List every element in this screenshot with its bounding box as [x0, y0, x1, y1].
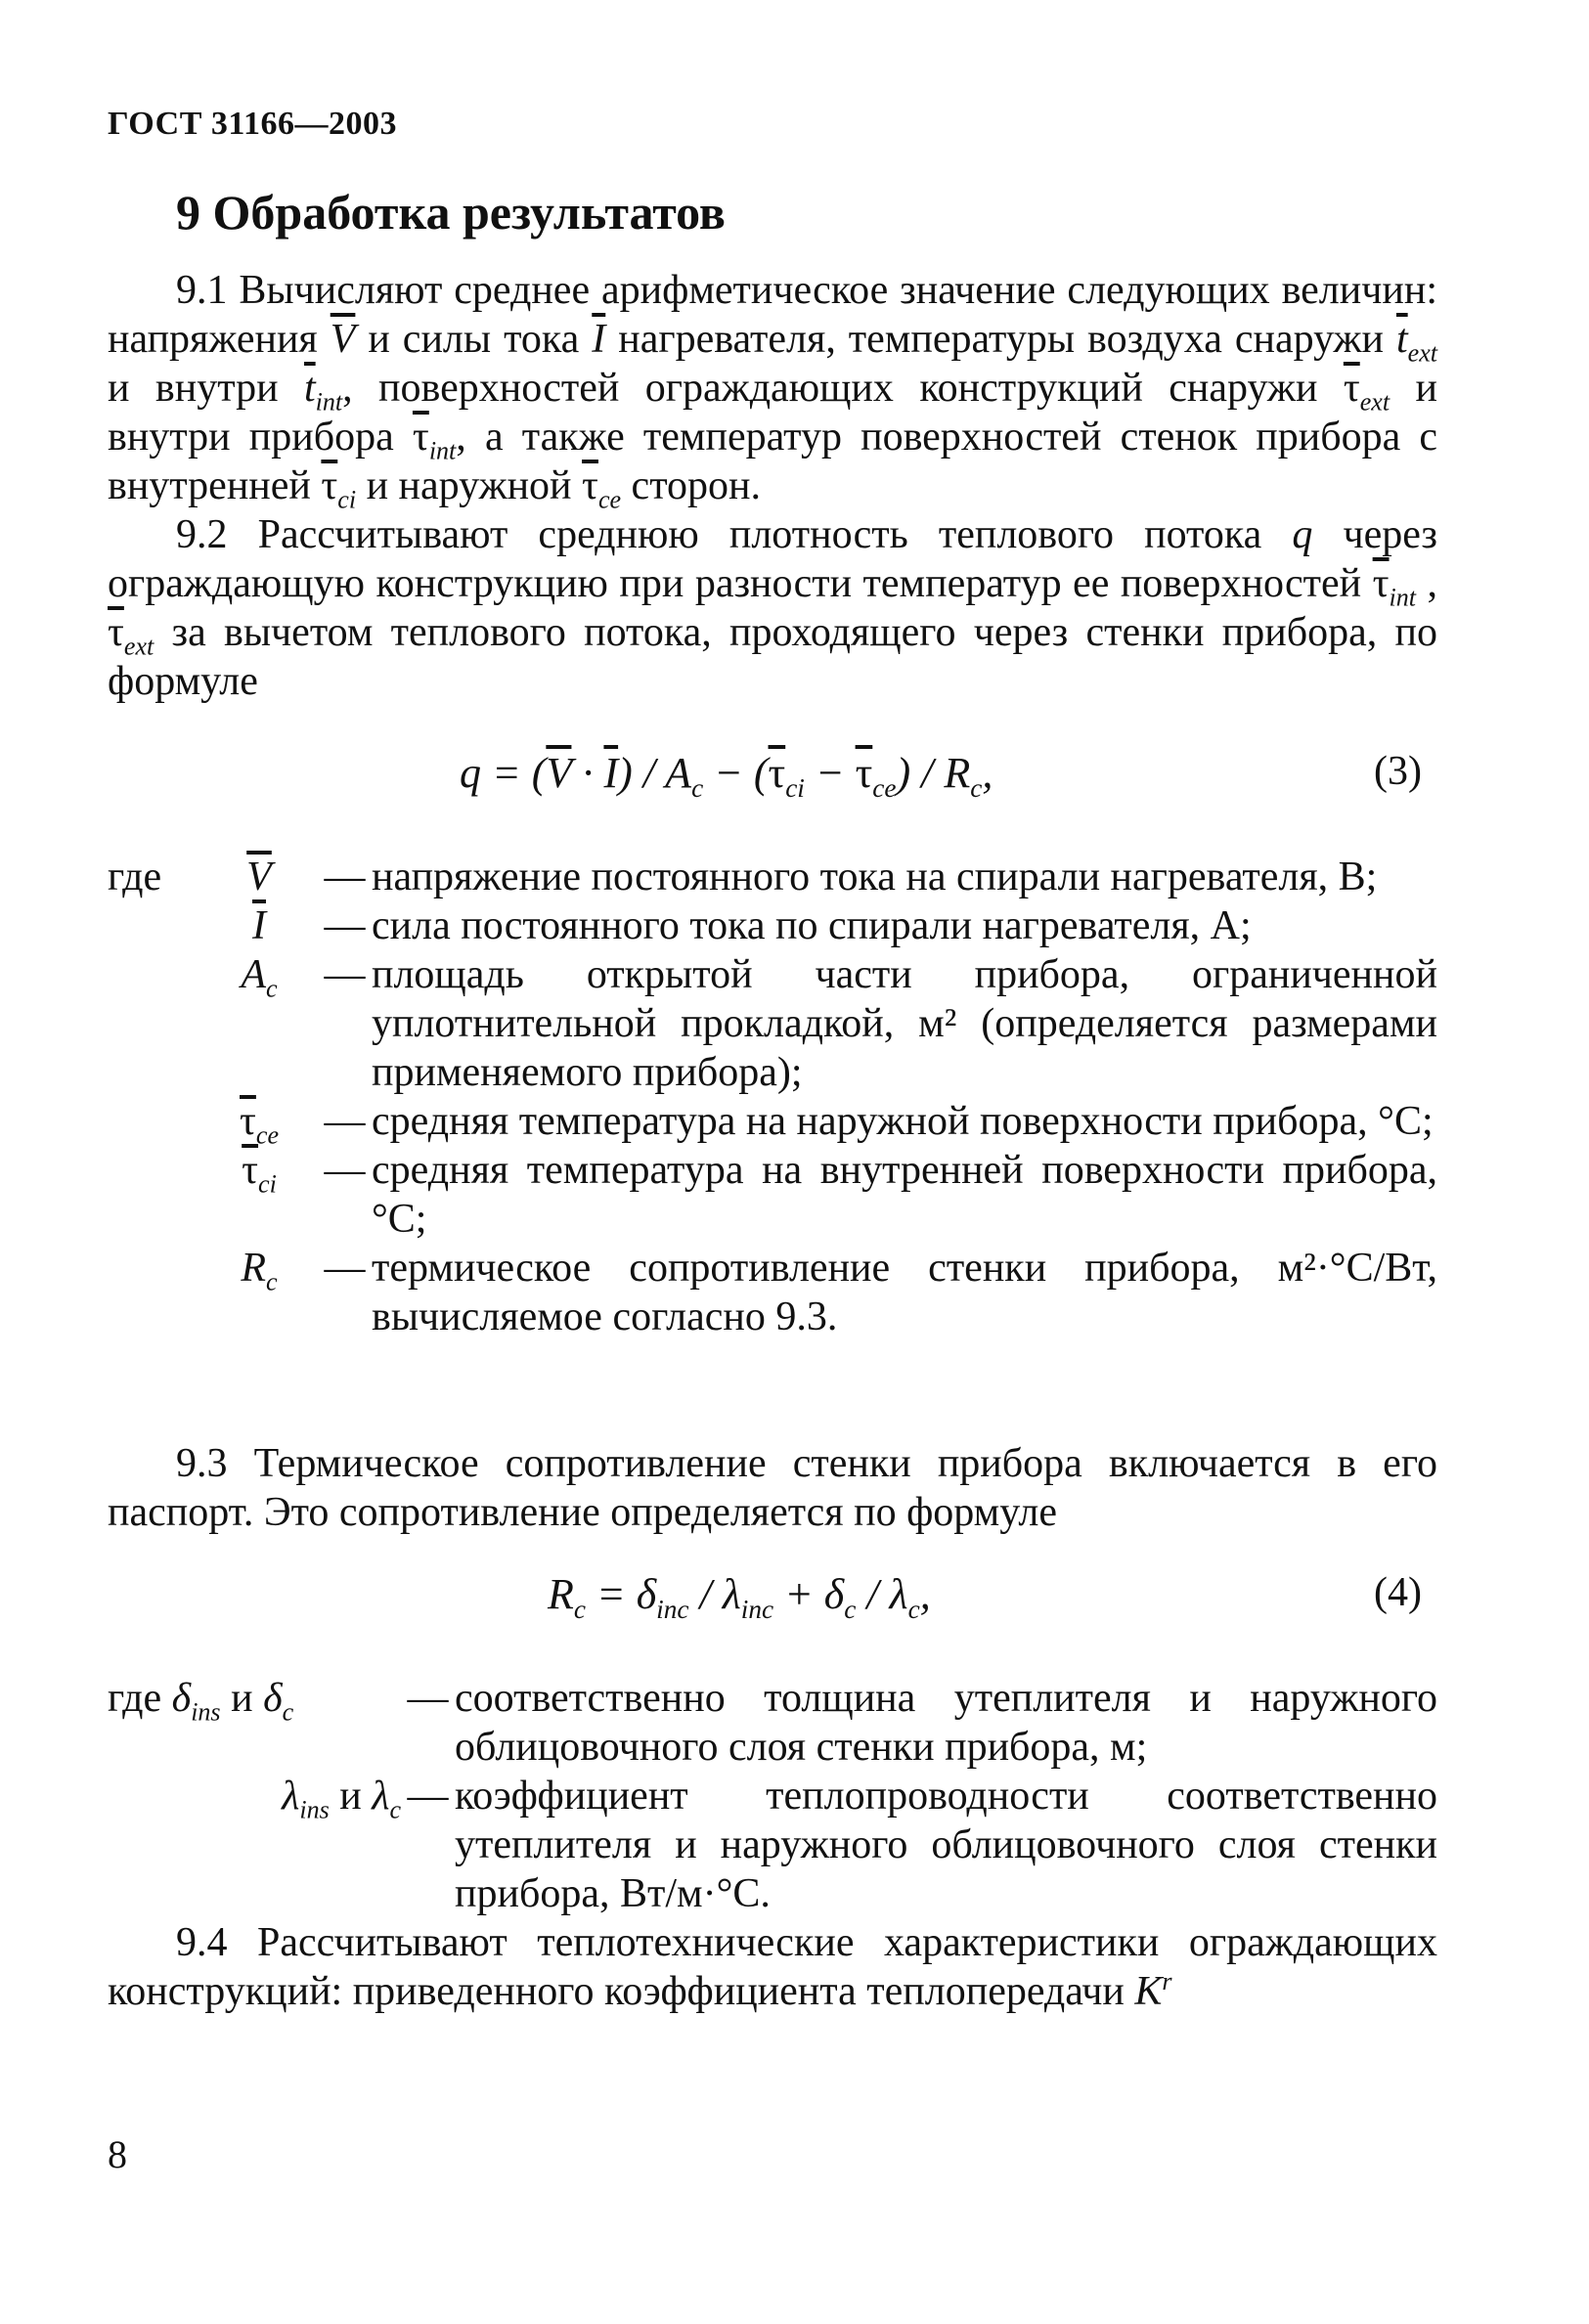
- definition-row: где $\delta_{ins}$ и $\delta_c$ — соответственно толщина утеплителя и наружного облицовочного слоя стенки прибора, м;: [108, 1676, 1437, 1770]
- definition-row: $\overline{I}$ — сила постоянного тока по спирали нагревателя, А;: [252, 903, 1252, 948]
- paragraph-9-2: 9.2 Рассчитывают среднюю плотность теплового потока q через ограждающую конструкцию при разности температур ее поверхностей $\overline{\tau}_{int}$ , $\overline{\tau}_{ext}$ за вычетом теплового потока, проходящего через стенки прибора, по формуле: [108, 512, 1437, 704]
- definition-row: $\lambda_{ins}$ и $\lambda_c$ — коэффициент теплопроводности соответственно утеплителя и наружного облицовочного слоя стенки прибора, Вт/м·°С.: [282, 1774, 1437, 1916]
- symbol-definitions-2: [108, 1674, 1437, 1918]
- section-title: 9 Обработка результатов: [176, 185, 726, 240]
- definition-row: $A_c$ — площадь открытой части прибора, ограниченной уплотнительной прокладкой, м² (определяется размерами применяемого прибора);: [241, 952, 1437, 1095]
- page-number: 8: [108, 2132, 127, 2176]
- equation-number-3: (3): [1374, 749, 1422, 794]
- definition-row: $\overline{\tau}_{ce}$ — средняя температура на наружной поверхности прибора, °С;: [240, 1099, 1434, 1150]
- definition-row: где $\overline{V}$ — напряжение постоянного тока на спирали нагревателя, В;: [108, 855, 1378, 899]
- document-header: ГОСТ 31166—2003: [108, 106, 398, 142]
- formula-4: $R_c = \delta_{inc} / \lambda_{inc} + \delta_c / \lambda_c$,: [548, 1570, 931, 1624]
- paragraph-9-1: 9.1 Вычисляют среднее арифметическое значение следующих величин: напряжения $\overline{V}$ и силы тока $\overline{I}$ нагревателя, температуры воздуха снаружи $\overline{t}_{ext}$ и внутри $\overline{t}_{int}$, поверхностей ограждающих конструкций снаружи $\overline{\tau}_{ext}$ и внутри прибора $\overline{\tau}_{int}$, а также температур поверхностей стенок прибора с внутренней $\overline{\tau}_{ci}$ и наружной $\overline{\tau}_{ce}$ сторон.: [108, 268, 1437, 514]
- definition-row: $\overline{\tau}_{ci}$ — средняя температура на внутренней поверхности прибора, °С;: [242, 1148, 1437, 1242]
- definition-row: $R_c$ — термическое сопротивление стенки прибора, м²·°С/Вт, вычисляемое согласно 9.3.: [241, 1246, 1437, 1339]
- paragraph-9-3: 9.3 Термическое сопротивление стенки прибора включается в его паспорт. Это сопротивление определяется по формуле: [108, 1441, 1437, 1535]
- formula-3: $q = (\overline{V} \cdot \overline{I}) / A_c - (\overline{\tau}_{ci} - \overline{\tau}_{ce}) / R_c$,: [460, 749, 993, 803]
- paragraph-9-4: 9.4 Рассчитывают теплотехнические характеристики ограждающих конструкций: приведенного коэффициента теплопередачи $K^r$: [108, 1920, 1437, 2014]
- symbol-definitions: [108, 853, 1437, 1341]
- equation-number-4: (4): [1374, 1570, 1422, 1615]
